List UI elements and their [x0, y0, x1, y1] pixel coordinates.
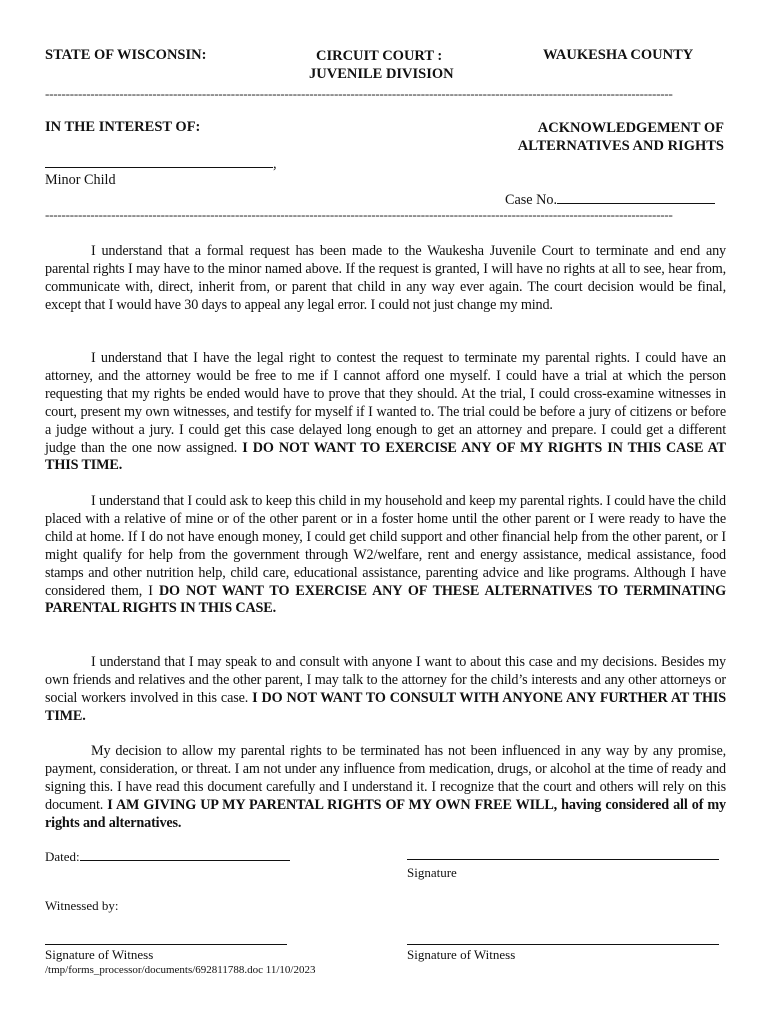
paragraph-termination-request	[45, 243, 726, 315]
witness-signature-line-right[interactable]	[407, 932, 719, 945]
paragraph-2-text: I understand that I have the legal right to contest the request to terminate my parental rights. I could have an attorney, and the attorney would be free to me if I cannot afford one myself. I could have a trial at which the person requesting that my rights be ended would have to prove that they should. At the trial, I could cross-examine witnesses in court, present my own witnesses, and testify for myself if I wanted to. The trial could be before a jury of citizens or before a judge without a jury. I could get this case delayed long enough to get an attorney and prepare. I could get a different judge than the one now assigned.	[45, 350, 726, 456]
paragraph-3-text: I understand that I could ask to keep this child in my household and keep my parental rights. I could have the child placed with a relative of mine or of the other parent or in a foster home until the other parent or I were ready to have the child at home. If I do not have enough money, I could get child support and other financial help from the other parent, or I might qualify for help from the government through W2/welfare, rent and energy assistance, medical assistance, food stamps and other nutrition help, child care, educational assistance, parenting advice and like programs. Although I have considered them, I	[45, 493, 726, 599]
dated-field[interactable]	[45, 848, 290, 865]
witness-signature-line-left[interactable]	[45, 932, 287, 945]
county-heading: WAUKESHA COUNTY	[543, 47, 694, 63]
child-name-comma: ,	[273, 156, 277, 172]
paragraph-4-text: I understand that I may speak to and consult with anyone I want to about this case and my decisions. Besides my own friends and relatives and the other parent, I may talk to the attorney for the child’s interests and any other attorneys or social workers involved in this case.	[45, 654, 726, 706]
document-title-line1: ACKNOWLEDGEMENT OF	[537, 120, 724, 136]
dated-label: Dated:	[45, 849, 80, 864]
paragraph-consultation	[45, 654, 726, 726]
paragraph-alternatives	[45, 493, 726, 618]
witness-signature-label-left: Signature of Witness	[45, 947, 154, 962]
witnessed-by-label: Witnessed by:	[45, 898, 119, 913]
minor-child-label: Minor Child	[45, 172, 116, 188]
court-heading	[309, 47, 454, 83]
witness-signature-label-right: Signature of Witness	[407, 947, 516, 962]
paragraph-3-declaration: DO NOT WANT TO EXERCISE ANY OF THESE ALTERNATIVES TO TERMINATING PARENTAL RIGHTS IN THIS CASE.	[45, 582, 726, 617]
child-name-field[interactable]	[45, 153, 277, 173]
paragraph-1-text: I understand that a formal request has been made to the Waukesha Juvenile Court to terminate and end any parental rights I may have to the minor named above. If the request is granted, I will have no rights at all to see, hear from, communicate with, direct, inherit from, or parent that child in any way ever again. The court decision would be final, except that I would have 30 days to appeal any legal error. I could not just change my mind.	[45, 243, 726, 313]
paragraph-5-text: My decision to allow my parental rights to be terminated has not been influenced in any way by any promise, payment, consideration, or threat. I am not under any influence from medication, drugs, or alcohol at the time of ready and signing this. I have read this document carefully and I understand it. I recognize that the court and others will rely on this document.	[45, 743, 726, 813]
paragraph-free-will	[45, 743, 726, 833]
paragraph-legal-rights	[45, 350, 726, 475]
signature-line[interactable]	[407, 847, 719, 860]
state-heading: STATE OF WISCONSIN:	[45, 47, 207, 63]
child-name-blank[interactable]	[45, 153, 273, 168]
footer-document-path: /tmp/forms_processor/documents/692811788.doc 11/10/2023	[45, 964, 316, 976]
court-heading-line1: CIRCUIT COURT :	[316, 48, 443, 64]
signature-label: Signature	[407, 865, 457, 880]
paragraph-2-declaration: I DO NOT WANT TO EXERCISE ANY OF MY RIGHTS IN THIS CASE AT THIS TIME.	[45, 439, 726, 474]
document-title-line2: ALTERNATIVES AND RIGHTS	[517, 138, 724, 154]
divider-top: --------------------------------------------------------------------------------------------------------------------------------------------------------	[45, 86, 673, 100]
interest-of-label: IN THE INTEREST OF:	[45, 119, 201, 135]
paragraph-5-declaration: I AM GIVING UP MY PARENTAL RIGHTS OF MY OWN FREE WILL, having considered all of my rights and alternatives.	[45, 796, 726, 831]
paragraph-4-declaration: I DO NOT WANT TO CONSULT WITH ANYONE ANY FURTHER AT THIS TIME.	[45, 689, 727, 724]
document-title	[518, 119, 724, 155]
case-number-blank[interactable]	[557, 190, 715, 204]
court-heading-line2: JUVENILE DIVISION	[309, 66, 454, 82]
dated-blank[interactable]	[80, 848, 290, 861]
divider-bottom: --------------------------------------------------------------------------------------------------------------------------------------------------------	[45, 207, 673, 221]
case-number-label: Case No.	[505, 192, 558, 208]
